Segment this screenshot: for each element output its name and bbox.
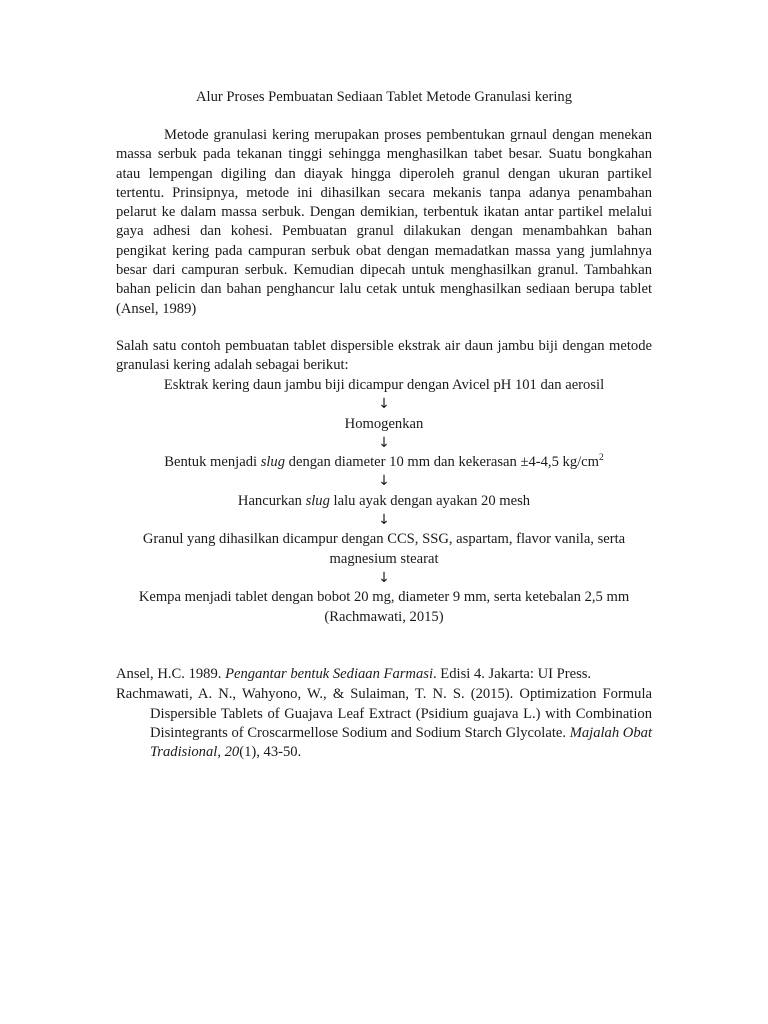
reference-volume: 20 xyxy=(224,744,240,761)
flow-step-crush-sieve xyxy=(108,492,660,511)
reference-text: , xyxy=(217,744,225,761)
reference-text: Ansel, H.C. 1989. xyxy=(116,666,226,682)
reference-book-title: Pengantar bentuk Sediaan Farmasi xyxy=(225,666,433,682)
flow-step-form-slug xyxy=(108,453,660,472)
flow-step-extract-mixing: Esktrak kering daun jambu biji dicampur dengan Avicel pH 101 dan aerosil xyxy=(163,377,605,393)
paragraph-example-intro: Salah satu contoh pembuatan tablet dispersible ekstrak air daun jambu biji dengan metode granulasi kering adalah sebagai berikut: xyxy=(116,338,652,374)
flow-text: Bentuk menjadi xyxy=(164,454,261,471)
flow-step-homogenize: Homogenkan xyxy=(344,415,424,432)
down-arrow-icon: ↓ xyxy=(378,396,390,413)
flow-step-compress-citation: (Rachmawati, 2015) xyxy=(324,608,444,625)
document-title: Alur Proses Pembuatan Sediaan Tablet Metode Granulasi kering xyxy=(195,89,573,105)
flow-term-slug: slug xyxy=(260,454,286,471)
down-arrow-icon: ↓ xyxy=(378,512,390,529)
down-arrow-icon: ↓ xyxy=(378,569,390,586)
flow-step-granule-mixing-line1: Granul yang dihasilkan dicampur dengan CCS, SSG, aspartam, flavor vanila, serta xyxy=(142,531,626,548)
paragraph-dry-granulation: Metode granulasi kering merupakan proses pembentukan grnaul dengan menekan massa serbuk pada tekanan tinggi sehingga menghasilkan tabet besar. Suatu bongkahan atau lempengan digiling dan diayak hingga diperoleh granul dengan ukuran partikel tertentu. Prinsipnya, metode ini dihasilkan secara mekanis tanpa adanya penambahan pelarut ke dalam massa serbuk. Dengan demikian, terbentuk ikatan antar partikel melalui gaya adhesi dan kohesi. Pembuatan granul dilakukan dengan menambahkan bahan pengikat kering pada campuran serbuk obat dengan memadatkan massa yang jumlahnya besar dari campuran serbuk. Kemudian dipecah untuk menghasilkan granul. Tambahkan bahan pelicin dan bahan penghancur lalu cetak untuk menghasilkan sediaan berupa tablet (Ansel, 1989) xyxy=(116,127,652,317)
reference-list xyxy=(116,665,652,763)
reference-journal-title: Majalah Obat Tradisional xyxy=(150,724,652,761)
flow-text: dengan diameter 10 mm dan kekerasan ±4-4,5 kg/cm xyxy=(285,454,600,471)
reference-rachmawati xyxy=(116,685,652,762)
superscript: 2 xyxy=(599,453,604,464)
down-arrow-icon: ↓ xyxy=(378,434,390,451)
flow-text: lalu ayak dengan ayakan 20 mesh xyxy=(329,492,531,509)
flow-text: Hancurkan xyxy=(237,492,306,509)
down-arrow-icon: ↓ xyxy=(378,473,390,490)
reference-text: (1), 43-50. xyxy=(239,744,302,761)
flow-term-slug: slug xyxy=(305,492,330,509)
reference-text: . Edisi 4. Jakarta: UI Press. xyxy=(433,666,592,682)
process-flowchart xyxy=(108,376,660,627)
flow-step-granule-mixing-line2: magnesium stearat xyxy=(329,550,439,567)
reference-ansel xyxy=(116,665,652,684)
reference-text: Rachmawati, A. N., Wahyono, W., & Sulaiman, T. N. S. (2015). Optimization Formula Dispersible Tablets of Guajava Leaf Extract (Psidium guajava L.) with Combination Disintegrants of Croscarmellose Sodium and Sodium Starch Glycolate. xyxy=(116,686,652,741)
flow-step-compress-line1: Kempa menjadi tablet dengan bobot 20 mg, diameter 9 mm, serta ketebalan 2,5 mm xyxy=(138,589,630,606)
